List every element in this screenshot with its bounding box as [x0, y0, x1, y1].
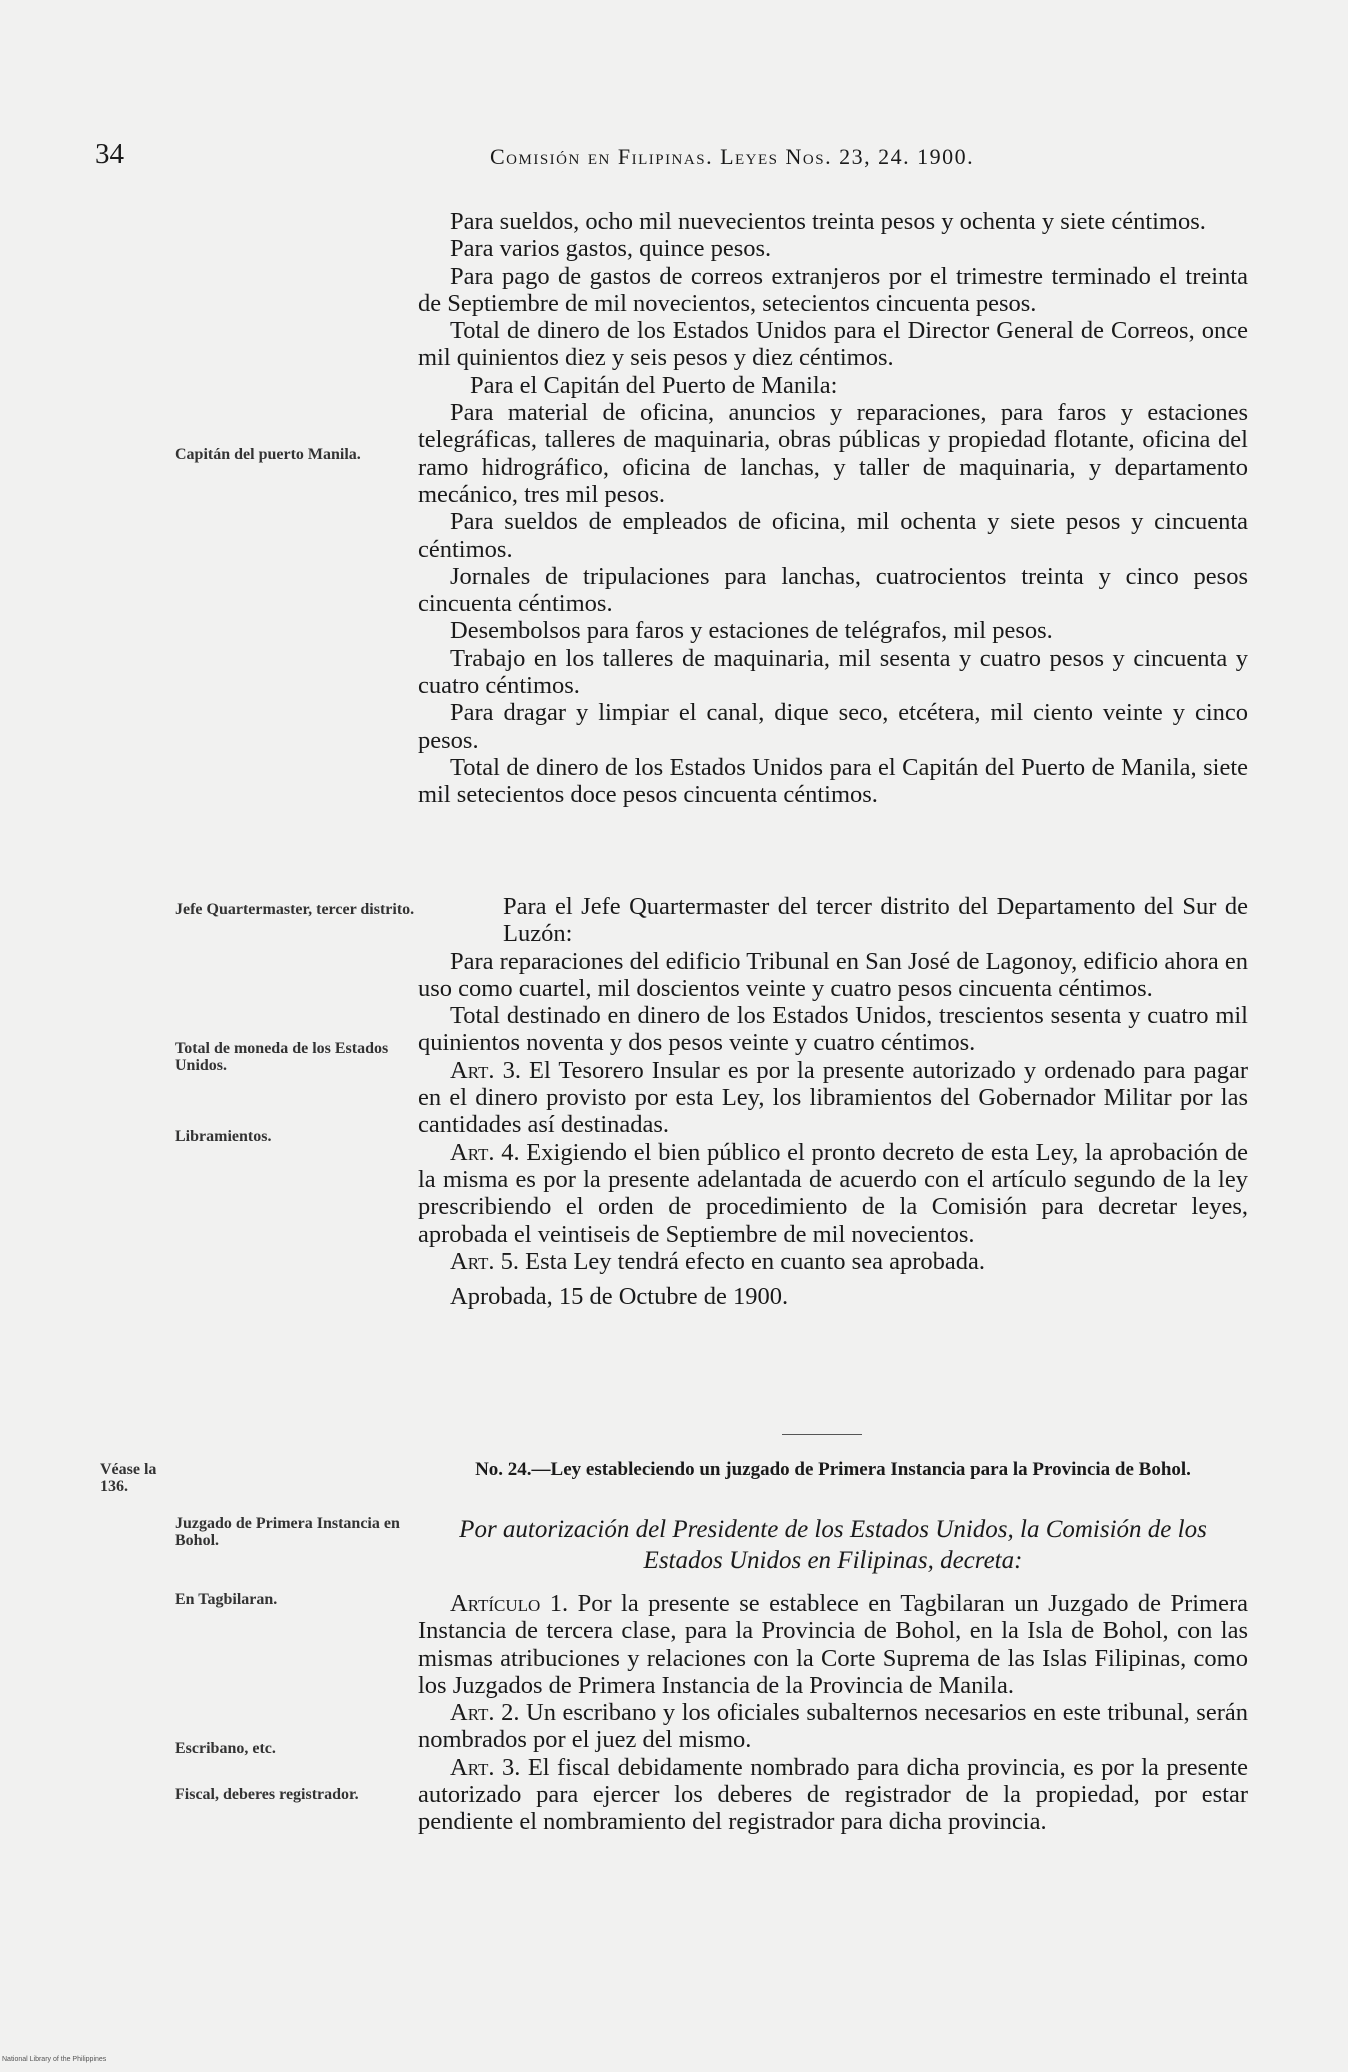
law24-title: No. 24.—Ley estableciendo un juzgado de Primera Instancia para la Provincia de Bohol.	[475, 1459, 1191, 1480]
page-number: 34	[95, 138, 124, 170]
margin-note-tagbilaran: En Tagbilaran.	[175, 1591, 278, 1608]
margin-note-capitan: Capitán del puerto Manila.	[175, 446, 361, 463]
margin-note-escribano: Escribano, etc.	[175, 1740, 276, 1757]
article-text: El fiscal debidamente nombrado para dicha provincia, es por la presente autorizado para ejercer los deberes de registrador de la propiedad, por estar pendiente el nombramiento del registrador para dicha provincia.	[418, 1753, 1248, 1836]
margin-note-fiscal: Fiscal, deberes registrador.	[175, 1786, 359, 1803]
paragraph: Trabajo en los talleres de maquinaria, mil sesenta y cuatro pesos y cincuenta y cuatro céntimos.	[418, 644, 1248, 700]
section-heading: Para el Jefe Quartermaster del tercer distrito del Departamento del Sur de Luzón:	[503, 893, 1248, 948]
margin-note-vease: Véase la 136.	[100, 1461, 157, 1495]
article-label: Art. 3.	[450, 1056, 521, 1084]
paragraph: Total de dinero de los Estados Unidos para el Capitán del Puerto de Manila, siete mil setecientos doce pesos cincuenta céntimos.	[418, 753, 1248, 809]
margin-note-total: Total de moneda de los Estados Unidos.	[175, 1040, 389, 1074]
article-label: Art. 4.	[450, 1138, 520, 1166]
section-heading: Para el Capitán del Puerto de Manila:	[470, 371, 838, 399]
article-5	[418, 1248, 1248, 1275]
paragraph: Para varios gastos, quince pesos.	[450, 235, 772, 263]
paragraph: Para pago de gastos de correos extranjeros por el trimestre terminado el treinta de Septiembre de mil novecientos, setecientos cincuenta pesos.	[418, 262, 1248, 317]
paragraph: Para material de oficina, anuncios y reparaciones, para faros y estaciones telegráficas, talleres de maquinaria, obras públicas y propiedad flotante, oficina del ramo hidrográfico, oficina de lanchas, y taller de maquinaria, y departamento mecánico, tres mil pesos.	[418, 399, 1248, 508]
approval-date: Aprobada, 15 de Octubre de 1900.	[450, 1283, 789, 1311]
article-text: Por la presente se establece en Tagbilaran un Juzgado de Primera Instancia de tercera clase, para la Provincia de Bohol, en la Isla de Bohol, con las mismas atribuciones y relaciones con la Corte Suprema de las Islas Filipinas, como los Juzgados de Primera Instancia de la Provincia de Manila.	[418, 1590, 1249, 1699]
margin-note-jefe: Jefe Quartermaster, tercer distrito.	[175, 901, 415, 918]
running-head: Comisión en Filipinas. Leyes Nos. 23, 24. 1900.	[490, 144, 975, 169]
margin-note-juzgado: Juzgado de Primera Instancia en Bohol.	[175, 1515, 400, 1549]
article-3	[418, 1057, 1248, 1139]
article-3	[418, 1754, 1248, 1836]
page-header	[95, 138, 1255, 188]
article-text: El Tesorero Insular es por la presente autorizado y ordenado para pagar en el dinero provisto por esta Ley, los libramientos del Gobernador Militar por las cantidades así destinadas.	[418, 1056, 1248, 1139]
footer-credit: National Library of the Philippines	[2, 2056, 107, 2063]
article-text: Exigiendo el bien público el pronto decreto de esta Ley, la aprobación de la misma es por la presente adelantada de acuerdo con el artículo segundo de la ley prescribiendo el orden de procedimiento de la Comisión para decretar leyes, aprobada el veintiseis de Septiembre de mil novecientos.	[418, 1138, 1248, 1248]
law23-closing	[418, 893, 1248, 1310]
margin-note-libramientos: Libramientos.	[175, 1128, 272, 1145]
article-label: Art. 3.	[450, 1753, 521, 1781]
paragraph: Desembolsos para faros y estaciones de telégrafos, mil pesos.	[450, 617, 1053, 645]
paragraph: Para sueldos, ocho mil nuevecientos treinta pesos y ochenta y siete céntimos.	[450, 208, 1206, 235]
paragraph: Jornales de tripulaciones para lanchas, cuatrocientos treinta y cinco pesos cincuenta céntimos.	[418, 562, 1248, 618]
article-label: Art. 2.	[450, 1699, 520, 1727]
article-text: Un escribano y los oficiales subalternos necesarios en este tribunal, serán nombrados por el juez del mismo.	[418, 1699, 1248, 1754]
article-text: Esta Ley tendrá efecto en cuanto sea aprobada.	[519, 1247, 985, 1275]
paragraph: Para sueldos de empleados de oficina, mil ochenta y siete pesos y cincuenta céntimos.	[418, 508, 1248, 563]
article-1	[418, 1590, 1248, 1699]
article-label: Art. 5.	[450, 1247, 520, 1275]
paragraph: Total destinado en dinero de los Estados Unidos, trescientos sesenta y cuatro mil quinientos noventa y dos pesos veinte y cuatro céntimos.	[418, 1002, 1248, 1057]
article-label: Artículo 1.	[450, 1590, 569, 1617]
law23-budget-items	[418, 208, 1248, 809]
enacting-clause: Por autorización del Presidente de los Estados Unidos, la Comisión de los Estados Unidos en Filipinas, decreta:	[459, 1516, 1207, 1574]
separator-rule	[782, 1434, 862, 1435]
paragraph: Total de dinero de los Estados Unidos para el Director General de Correos, once mil quinientos diez y seis pesos y diez céntimos.	[418, 317, 1248, 372]
paragraph: Para reparaciones del edificio Tribunal en San José de Lagonoy, edificio ahora en uso como cuartel, mil doscientos veinte y cuatro pesos cincuenta céntimos.	[418, 947, 1248, 1002]
article-4	[418, 1139, 1248, 1248]
law24-articles	[418, 1590, 1248, 1836]
paragraph: Para dragar y limpiar el canal, dique seco, etcétera, mil ciento veinte y cinco pesos.	[418, 699, 1248, 754]
article-2	[418, 1699, 1248, 1754]
